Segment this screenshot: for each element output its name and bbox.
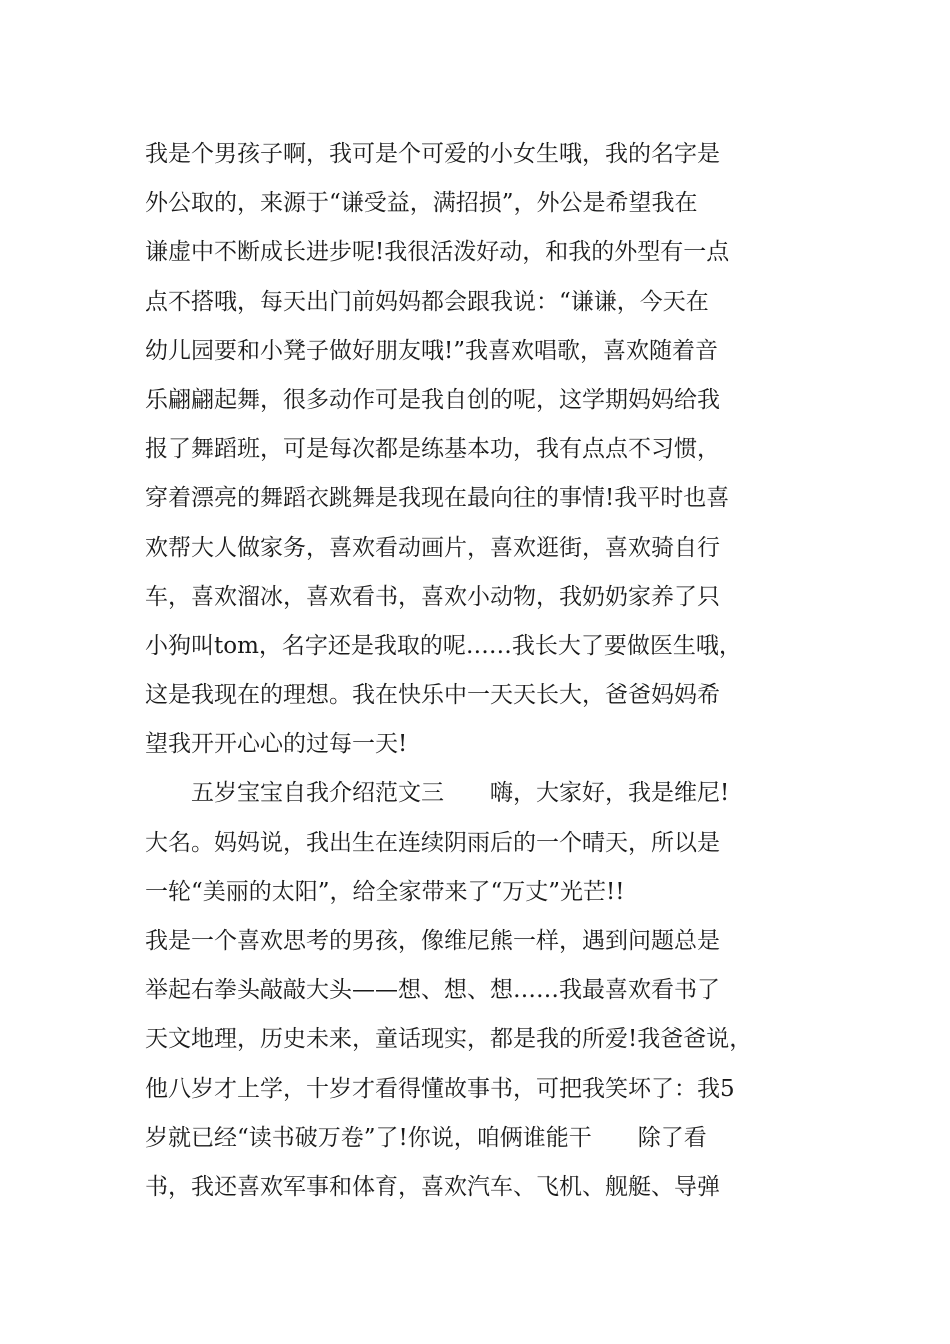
text-line-15: 大名。妈妈说，我出生在连续阴雨后的一个晴天，所以是 [145, 829, 720, 856]
text-line-8: 穿着漂亮的舞蹈衣跳舞是我现在最向往的事情!我平时也喜 [145, 485, 730, 512]
text-line-9: 欢帮大人做家务，喜欢看动画片，喜欢逛街，喜欢骑自行 [145, 534, 720, 561]
text-line-2: 外公取的，来源于“谦受益，满招损”，外公是希望我在 [145, 190, 698, 217]
text-line-21: 岁就已经“读书破万卷”了!你说，咱俩谁能干 除了看 [145, 1124, 707, 1151]
body-text [145, 130, 815, 1212]
text-line-18: 举起右拳头敲敲大头——想、想、想……我最喜欢看书了 [145, 977, 720, 1004]
text-line-11: 小狗叫tom，名字还是我取的呢……我长大了要做医生哦， [145, 632, 742, 659]
text-line-12: 这是我现在的理想。我在快乐中一天天长大，爸爸妈妈希 [145, 682, 720, 709]
text-line-14: 五岁宝宝自我介绍范文三 嗨，大家好，我是维尼! [145, 780, 730, 807]
text-line-16: 一轮“美丽的太阳”，给全家带来了“万丈”光芒!! [145, 878, 625, 905]
text-line-5: 幼儿园要和小凳子做好朋友哦!”我喜欢唱歌，喜欢随着音 [145, 337, 719, 364]
text-line-4: 点不搭哦，每天出门前妈妈都会跟我说：“谦谦，今天在 [145, 288, 709, 315]
text-line-17: 我是一个喜欢思考的男孩，像维尼熊一样，遇到问题总是 [145, 928, 720, 954]
text-line-10: 车，喜欢溜冰，喜欢看书，喜欢小动物，我奶奶家养了只 [145, 583, 720, 610]
text-line-7: 报了舞蹈班，可是每次都是练基本功，我有点点不习惯， [145, 436, 720, 463]
text-line-22: 书，我还喜欢军事和体育，喜欢汽车、飞机、舰艇、导弹 [145, 1173, 720, 1200]
text-line-19: 天文地理，历史未来，童话现实，都是我的所爱!我爸爸说， [145, 1026, 753, 1053]
text-line-6: 乐翩翩起舞，很多动作可是我自创的呢，这学期妈妈给我 [145, 386, 720, 413]
text-line-1: 我是个男孩子啊，我可是个可爱的小女生哦，我的名字是 [145, 141, 720, 167]
text-line-20: 他八岁才上学，十岁才看得懂故事书，可把我笑坏了：我5 [145, 1075, 735, 1102]
text-line-13: 望我开开心心的过每一天! [145, 731, 408, 758]
text-line-3: 谦虚中不断成长进步呢!我很活泼好动，和我的外型有一点 [145, 239, 730, 266]
